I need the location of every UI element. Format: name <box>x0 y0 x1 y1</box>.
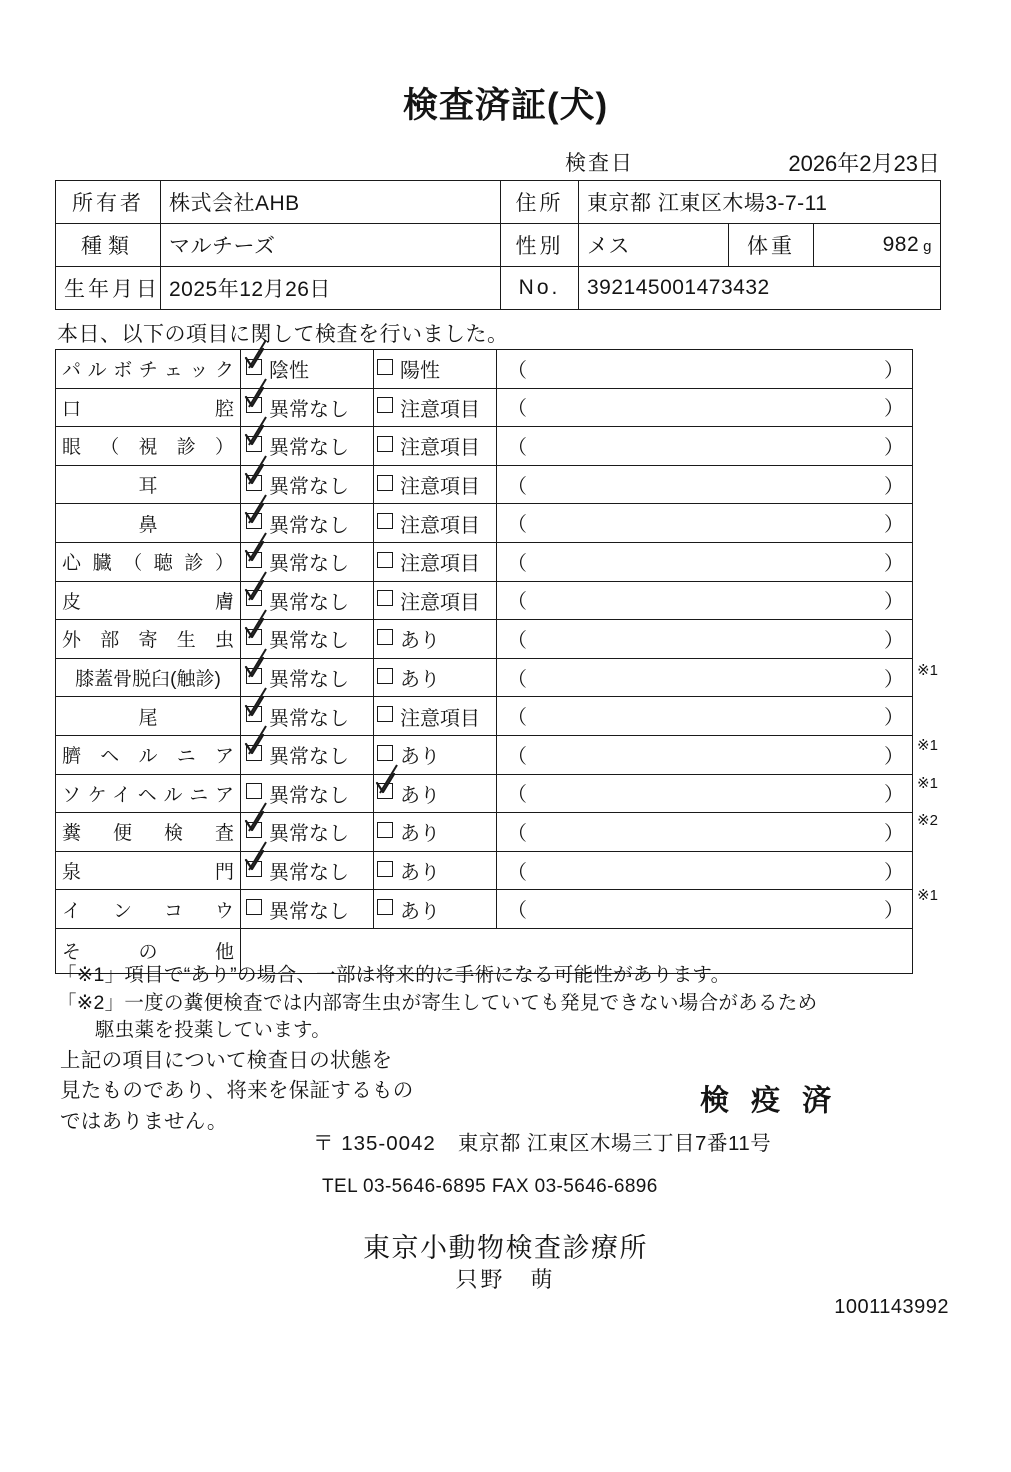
checklist-option-2-label: 注意項目 <box>400 476 480 499</box>
checklist-option-1-label: 異常なし <box>269 823 349 846</box>
paren-open: （ <box>507 552 527 575</box>
checklist-option-1[interactable] <box>241 697 374 736</box>
table-row <box>56 851 913 890</box>
footnote-3: 駆虫薬を投薬しています。 <box>95 1019 332 1042</box>
exam-date-label: 検査日 <box>565 152 634 175</box>
checklist-note-marker: ※2 <box>917 812 938 830</box>
paren-open: （ <box>507 707 527 730</box>
address-value: 東京都 江東区木場3-7-11 <box>579 181 941 224</box>
checklist-option-1[interactable] <box>241 542 374 581</box>
table-row <box>56 388 913 427</box>
paren-open: （ <box>507 784 527 807</box>
owner-label: 所有者 <box>56 181 161 224</box>
clinic-tel-fax: TEL 03-5646-6895 FAX 03-5646-6896 <box>322 1176 658 1197</box>
paren-open: （ <box>507 900 527 923</box>
checklist-option-2-label: 注意項目 <box>400 514 480 537</box>
table-row <box>56 620 913 659</box>
checklist-option-2-label: あり <box>400 900 440 923</box>
checkbox-icon[interactable] <box>246 475 262 491</box>
checklist-remark-field[interactable] <box>497 735 913 774</box>
checkbox-icon[interactable] <box>377 899 393 915</box>
paren-open: （ <box>507 629 527 652</box>
checkbox-icon[interactable] <box>377 590 393 606</box>
checkbox-icon[interactable] <box>377 822 393 838</box>
checkbox-icon[interactable] <box>377 629 393 645</box>
no-label: No. <box>501 267 579 310</box>
checklist-option-1-label: 異常なし <box>269 669 349 692</box>
paren-close: ） <box>884 359 904 382</box>
checklist-note-marker: ※1 <box>917 887 938 905</box>
table-row <box>56 224 941 267</box>
checklist-remark-field[interactable] <box>497 697 913 736</box>
table-row <box>56 504 913 543</box>
checklist-option-1[interactable] <box>241 581 374 620</box>
clinic-address-text: 東京都 江東区木場三丁目7番11号 <box>457 1132 772 1155</box>
clinic-zip: 〒 135-0042 <box>313 1132 436 1155</box>
animal-info-table <box>55 180 941 310</box>
paren-close: ） <box>884 475 904 498</box>
checklist-option-1[interactable] <box>241 774 374 813</box>
document-number: 1001143992 <box>834 1296 949 1318</box>
checkbox-icon[interactable] <box>377 706 393 722</box>
birth-label: 生年月日 <box>56 267 161 310</box>
checklist-item-label: インコウ <box>56 890 241 929</box>
checklist-option-2[interactable] <box>374 851 497 890</box>
checkbox-icon[interactable] <box>377 513 393 529</box>
checklist-item-label: 糞便検査 <box>56 813 241 852</box>
checklist-remark-field[interactable] <box>497 851 913 890</box>
checklist-option-1-label: 異常なし <box>269 746 349 769</box>
paren-close: ） <box>884 707 904 730</box>
table-row <box>56 890 913 929</box>
checkbox-icon[interactable] <box>246 359 262 375</box>
checkbox-icon[interactable] <box>246 822 262 838</box>
checklist-option-1-label: 異常なし <box>269 398 349 421</box>
checklist-note-marker: ※1 <box>917 737 938 754</box>
checklist-remark-field[interactable] <box>497 813 913 852</box>
paren-close: ） <box>884 629 904 652</box>
checklist-option-2-label: あり <box>400 746 440 769</box>
checklist-option-2-label: あり <box>400 669 440 692</box>
sex-label: 性別 <box>501 224 579 267</box>
table-row <box>56 697 913 736</box>
paren-close: ） <box>884 784 904 807</box>
checklist-option-1-label: 異常なし <box>269 514 349 537</box>
checklist-option-1[interactable] <box>241 735 374 774</box>
footnote-2: 「※2」一度の糞便検査では内部寄生虫が寄生していても発見できない場合があるため <box>57 991 818 1014</box>
checklist-remark-field[interactable] <box>497 620 913 659</box>
paren-open: （ <box>507 668 527 691</box>
checkbox-icon[interactable] <box>377 397 393 413</box>
paren-close: ） <box>884 591 904 614</box>
checklist-option-2[interactable] <box>374 350 497 389</box>
table-row <box>56 350 913 389</box>
clinic-name: 東京小動物検査診療所 <box>363 1233 648 1263</box>
checkbox-icon[interactable] <box>377 861 393 877</box>
checklist-remark-field[interactable] <box>497 890 913 929</box>
checklist-item-label: 心臓（聴診） <box>56 542 241 581</box>
table-row <box>56 465 913 504</box>
clinic-address <box>313 1126 771 1156</box>
paren-close: ） <box>884 900 904 923</box>
checkbox-icon[interactable] <box>377 783 393 799</box>
paren-open: （ <box>507 591 527 614</box>
exam-date-value: 2026年2月23日 <box>788 151 940 176</box>
table-row <box>56 774 913 813</box>
paren-open: （ <box>507 822 527 845</box>
checklist-note-marker: ※1 <box>917 661 938 679</box>
page-title: 検査済証(犬) <box>402 86 609 125</box>
checklist-option-1[interactable] <box>241 813 374 852</box>
sex-value: メス <box>579 224 729 267</box>
address-label: 住所 <box>501 181 579 224</box>
exam-date-row <box>55 147 940 176</box>
checklist-remark-field[interactable] <box>497 774 913 813</box>
checklist-option-1[interactable] <box>241 504 374 543</box>
table-row <box>56 581 913 620</box>
checklist-remark-field[interactable] <box>497 581 913 620</box>
checklist-item-label: 臍ヘルニア <box>56 735 241 774</box>
paren-close: ） <box>884 745 904 768</box>
table-row <box>56 658 913 697</box>
veterinarian-name: 只野 萌 <box>455 1267 556 1292</box>
checklist-option-1[interactable] <box>241 851 374 890</box>
lead-sentence: 本日、以下の項目に関して検査を行いました。 <box>57 323 509 346</box>
checklist-option-1-label: 異常なし <box>269 553 349 576</box>
table-row <box>56 813 913 852</box>
paren-close: ） <box>884 514 904 537</box>
checklist-option-1[interactable] <box>241 427 374 466</box>
checklist-option-2[interactable] <box>374 542 497 581</box>
checklist-option-1[interactable] <box>241 350 374 389</box>
checkbox-icon[interactable] <box>246 861 262 877</box>
birth-value: 2025年12月26日 <box>161 267 501 310</box>
disclaimer <box>60 1046 414 1137</box>
owner-value: 株式会社AHB <box>161 181 501 224</box>
checkbox-icon[interactable] <box>377 475 393 491</box>
checklist-remark-field[interactable] <box>497 465 913 504</box>
weight-value: 982 <box>882 233 920 256</box>
checklist-option-1-label: 異常なし <box>269 630 349 653</box>
checklist-item-label: 眼（視診） <box>56 427 241 466</box>
checklist-option-2[interactable] <box>374 890 497 929</box>
checklist-option-2-label: あり <box>400 630 440 653</box>
paren-open: （ <box>507 359 527 382</box>
disclaimer-line-1: 上記の項目について検査日の状態を <box>60 1049 393 1072</box>
checklist-option-1-label: 異常なし <box>269 476 349 499</box>
checkbox-icon[interactable] <box>246 783 262 799</box>
paren-open: （ <box>507 745 527 768</box>
paren-open: （ <box>507 475 527 498</box>
checklist-option-2-label: 注意項目 <box>400 553 480 576</box>
paren-close: ） <box>884 822 904 845</box>
checkbox-icon[interactable] <box>246 436 262 452</box>
checkbox-icon[interactable] <box>246 397 262 413</box>
checklist-item-label: 皮 膚 <box>56 581 241 620</box>
checklist-option-1[interactable] <box>241 465 374 504</box>
checklist-remark-field[interactable] <box>497 504 913 543</box>
paren-close: ） <box>884 436 904 459</box>
checklist-item-label: 膝蓋骨脱臼(触診) <box>56 658 241 697</box>
checklist-item-label: パルボチェック <box>56 350 241 389</box>
checklist-item-label: 耳 <box>56 465 241 504</box>
checkbox-icon[interactable] <box>377 668 393 684</box>
footnote-1: 「※1」項目で“あり”の場合、一部は将来的に手術になる可能性があります。 <box>57 964 731 986</box>
checklist-option-2-label: 注意項目 <box>400 707 480 730</box>
checklist-option-2[interactable] <box>374 620 497 659</box>
checklist-remark-field[interactable] <box>497 658 913 697</box>
table-row <box>56 181 941 224</box>
checklist-option-2[interactable] <box>374 813 497 852</box>
checklist-option-1-label: 異常なし <box>269 591 349 614</box>
checklist-option-1-label: 陰性 <box>269 360 309 383</box>
checkbox-icon[interactable] <box>246 552 262 568</box>
checklist-option-2-label: 注意項目 <box>400 437 480 460</box>
checklist-option-2[interactable] <box>374 697 497 736</box>
checklist-option-2[interactable] <box>374 427 497 466</box>
checkbox-icon[interactable] <box>246 668 262 684</box>
checklist-remark-field[interactable] <box>497 388 913 427</box>
checkbox-icon[interactable] <box>377 552 393 568</box>
weight-unit: g <box>923 238 932 255</box>
table-row <box>56 735 913 774</box>
paren-close: ） <box>884 668 904 691</box>
checklist-option-2-label: あり <box>400 784 440 807</box>
paren-open: （ <box>507 398 527 421</box>
checklist-option-2-label: あり <box>400 823 440 846</box>
checklist-option-2[interactable] <box>374 504 497 543</box>
checkbox-icon[interactable] <box>246 590 262 606</box>
weight-value-cell <box>814 224 941 267</box>
checklist-item-label: 鼻 <box>56 504 241 543</box>
footnotes <box>57 962 817 1045</box>
checklist-item-label: 外部寄生虫 <box>56 620 241 659</box>
no-value: 392145001473432 <box>579 267 941 310</box>
checklist-remark-field[interactable] <box>497 350 913 389</box>
checkbox-icon[interactable] <box>246 706 262 722</box>
breed-value: マルチーズ <box>161 224 501 267</box>
checklist-item-label: そ の 他 <box>56 928 241 973</box>
checklist-option-2[interactable] <box>374 465 497 504</box>
checklist-option-1-label: 異常なし <box>269 862 349 885</box>
quarantine-stamp: 検 疫 済 <box>700 1085 839 1117</box>
checklist-option-2-label: あり <box>400 862 440 885</box>
checklist-option-2[interactable] <box>374 735 497 774</box>
paren-close: ） <box>884 861 904 884</box>
checklist-option-2[interactable] <box>374 774 497 813</box>
checklist-remark-field[interactable] <box>497 542 913 581</box>
table-row <box>56 427 913 466</box>
paren-open: （ <box>507 514 527 537</box>
checklist-item-label: 泉 門 <box>56 851 241 890</box>
checklist-option-2[interactable] <box>374 388 497 427</box>
checklist-item-label: 口 腔 <box>56 388 241 427</box>
checklist-note-marker: ※1 <box>917 774 938 792</box>
checklist-option-1-label: 異常なし <box>269 707 349 730</box>
weight-label: 体重 <box>729 224 814 267</box>
paren-open: （ <box>507 436 527 459</box>
checkbox-icon[interactable] <box>377 436 393 452</box>
disclaimer-line-3: ではありません。 <box>60 1109 228 1133</box>
checklist-option-1-label: 異常なし <box>269 437 349 460</box>
checklist-option-2[interactable] <box>374 658 497 697</box>
checkbox-icon[interactable] <box>377 745 393 761</box>
checklist-option-1[interactable] <box>241 658 374 697</box>
checklist-item-label: ソケイヘルニア <box>56 774 241 813</box>
breed-label: 種類 <box>56 224 161 267</box>
checklist-option-1[interactable] <box>241 388 374 427</box>
checkbox-icon[interactable] <box>246 899 262 915</box>
paren-open: （ <box>507 861 527 884</box>
checklist-item-label: 尾 <box>56 697 241 736</box>
checkbox-icon[interactable] <box>377 359 393 375</box>
checklist-option-1-label: 異常なし <box>269 900 349 923</box>
examination-checklist-table <box>55 349 913 974</box>
table-row <box>56 267 941 310</box>
checklist-option-2-label: 陽性 <box>400 360 440 383</box>
checklist-option-2[interactable] <box>374 581 497 620</box>
checkbox-icon[interactable] <box>246 513 262 529</box>
checklist-option-1[interactable] <box>241 890 374 929</box>
checkbox-icon[interactable] <box>246 745 262 761</box>
disclaimer-line-2: 見たものであり、将来を保証するもの <box>60 1079 414 1103</box>
checklist-remark-field[interactable] <box>497 427 913 466</box>
checklist-option-2-label: 注意項目 <box>400 398 480 421</box>
table-row <box>56 542 913 581</box>
paren-close: ） <box>884 398 904 421</box>
checklist-option-1-label: 異常なし <box>269 784 349 807</box>
checklist-option-2-label: 注意項目 <box>400 591 480 614</box>
checkbox-icon[interactable] <box>246 629 262 645</box>
checklist-option-1[interactable] <box>241 620 374 659</box>
paren-close: ） <box>884 552 904 575</box>
